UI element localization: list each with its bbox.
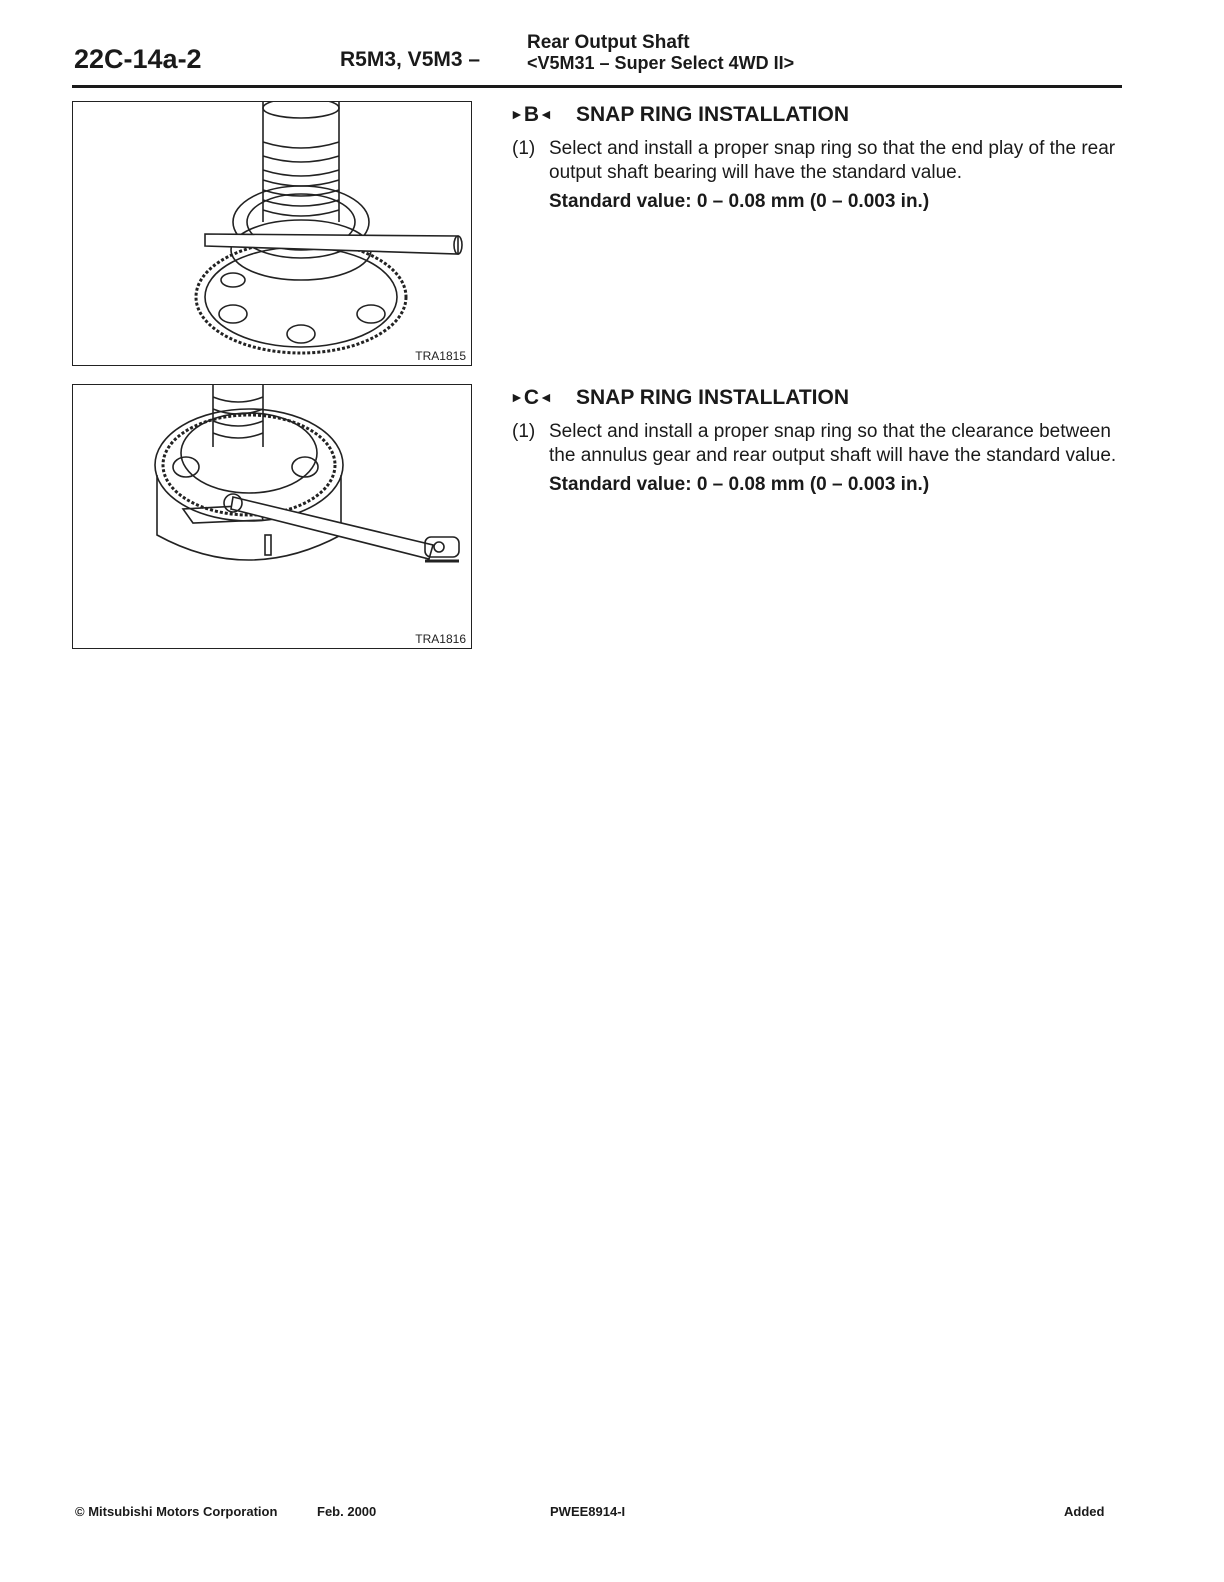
- step-marker: [510, 386, 576, 410]
- illustration-shaft-bearing: [73, 102, 471, 365]
- footer-status: Added: [1064, 1504, 1105, 1519]
- step-number: (1): [512, 421, 536, 442]
- model-code: R5M3, V5M3 –: [340, 48, 481, 71]
- triangle-left-icon: ◄: [539, 106, 553, 122]
- triangle-right-icon: ►: [510, 106, 524, 122]
- step: [510, 137, 1130, 185]
- triangle-left-icon: ◄: [539, 389, 553, 405]
- section-heading: [510, 101, 1130, 129]
- step-text: Select and install a proper snap ring so that the clearance between the annulus gear and rear output shaft will have the standard value.: [549, 421, 1117, 466]
- marker-letter: B: [523, 103, 540, 126]
- figure-2: [72, 384, 472, 649]
- footer-doc-code: PWEE8914-I: [550, 1504, 626, 1519]
- section-heading: [510, 384, 1130, 412]
- step-number: (1): [512, 138, 536, 159]
- triangle-right-icon: ►: [510, 389, 524, 405]
- figure-1: [72, 101, 472, 366]
- standard-value: Standard value: 0 – 0.08 mm (0 – 0.003 in.): [549, 474, 930, 495]
- header-rule: [72, 85, 1122, 88]
- step-text: Select and install a proper snap ring so that the end play of the rear output shaft bearing will have the standard value.: [549, 138, 1116, 183]
- illustration-annulus-gear: [73, 385, 471, 648]
- step-marker: [510, 103, 576, 127]
- step: [510, 420, 1130, 468]
- figure-label: TRA1816: [415, 632, 466, 646]
- marker-letter: C: [523, 386, 540, 409]
- section-c: [510, 384, 1130, 496]
- section-heading-text: SNAP RING INSTALLATION: [576, 386, 849, 409]
- section-heading-text: SNAP RING INSTALLATION: [576, 103, 849, 126]
- section-subtitle: <V5M31 – Super Select 4WD II>: [527, 53, 795, 73]
- footer-date: Feb. 2000: [317, 1504, 377, 1519]
- section-title: Rear Output Shaft: [527, 32, 690, 53]
- standard-value: Standard value: 0 – 0.08 mm (0 – 0.003 in.): [549, 191, 930, 212]
- footer-copyright: © Mitsubishi Motors Corporation: [75, 1504, 278, 1519]
- page-number: 22C-14a-2: [74, 44, 202, 74]
- title-block: [527, 32, 794, 74]
- figure-label: TRA1815: [415, 349, 466, 363]
- section-b: [510, 101, 1130, 213]
